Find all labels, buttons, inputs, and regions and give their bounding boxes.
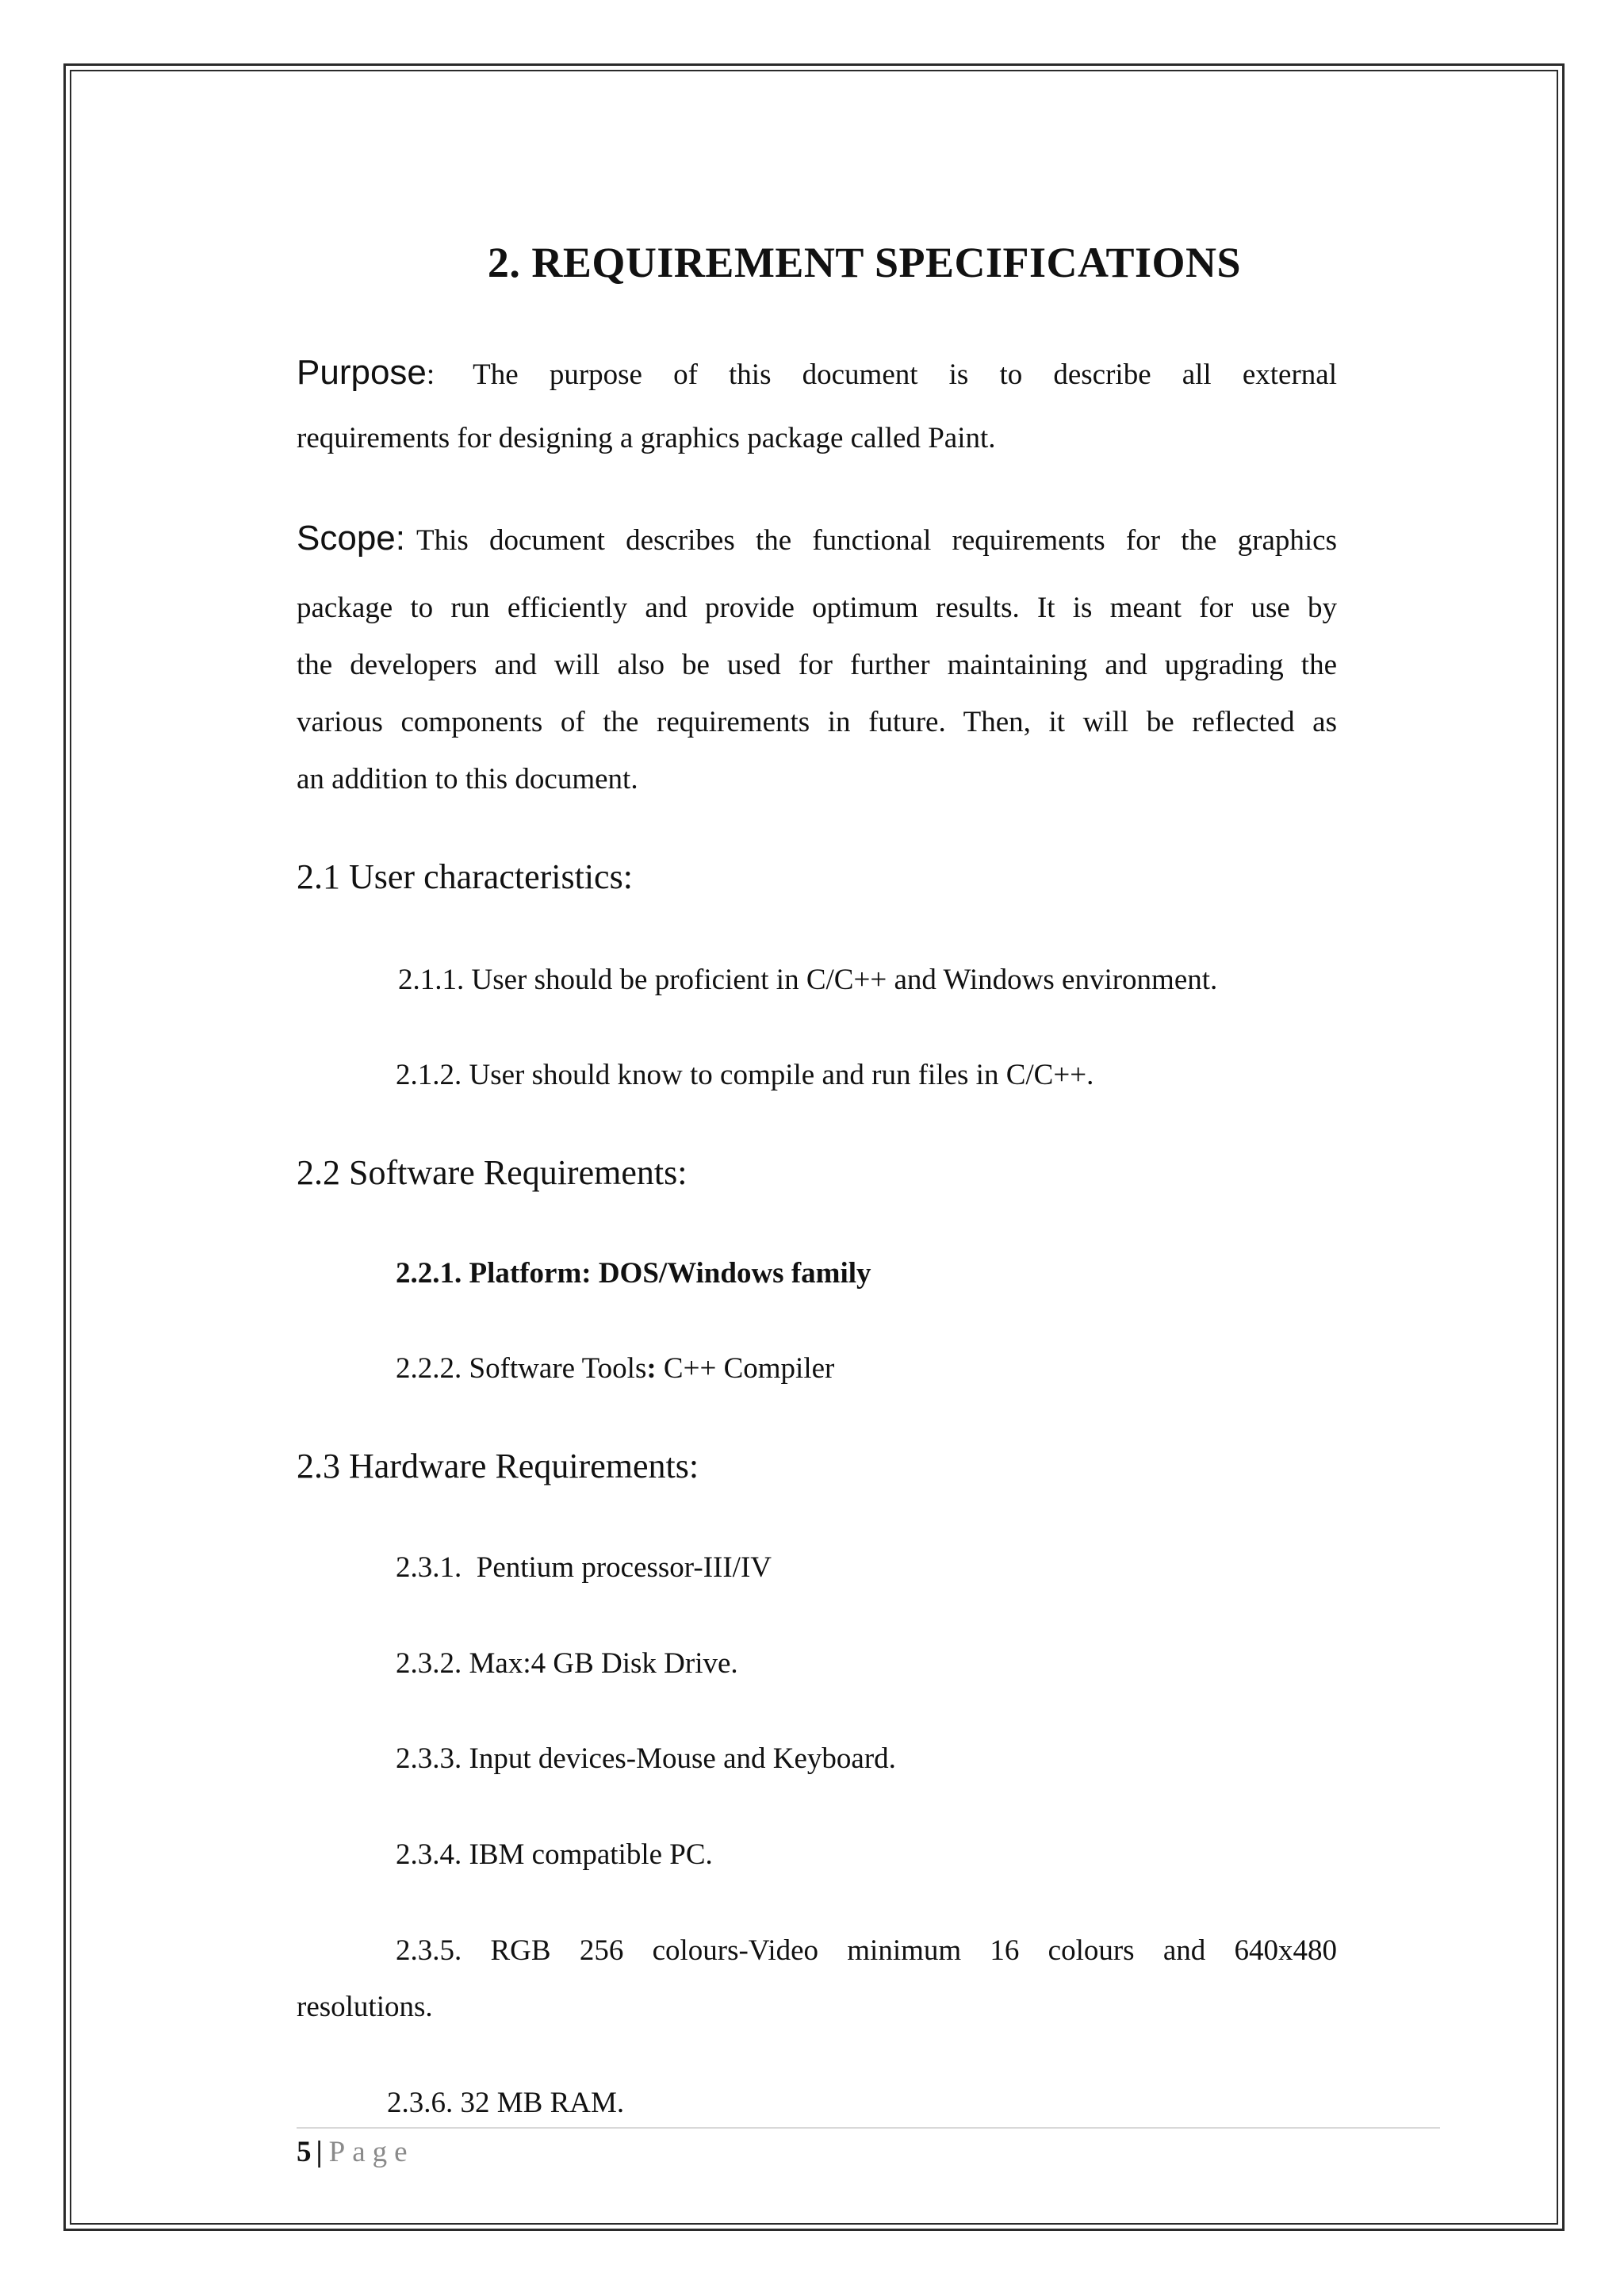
user-characteristics-heading: 2.1 User characteristics: [297, 857, 633, 896]
list-item: 2.3.5. RGB 256 colours-Video minimum 16 colours and 640x480 [396, 1934, 1337, 1967]
software-tools-colon: : [646, 1352, 657, 1385]
purpose-line-1 [297, 355, 1337, 390]
scope-text-1: This document describes the functional requirements for the graphics [416, 524, 1337, 557]
page-border-inner [70, 70, 1558, 2225]
scope-text-3: the developers and will also be used for further maintaining and upgrading the [297, 649, 1337, 681]
footer-divider [297, 2127, 1440, 2129]
scope-label: Scope [297, 519, 396, 558]
software-requirements-heading: 2.2 Software Requirements: [297, 1153, 688, 1192]
scope-text-5: an addition to this document. [297, 763, 638, 795]
footer-separator: | [316, 2136, 323, 2168]
scope-text-2: package to run efficiently and provide optimum results. It is meant for use by [297, 592, 1337, 624]
page-footer [297, 2135, 415, 2169]
software-tools-item [396, 1351, 834, 1386]
platform-item: 2.2.1. Platform: DOS/Windows family [396, 1257, 871, 1290]
page-label: Page [328, 2136, 415, 2168]
page-number: 5 [297, 2136, 312, 2168]
list-item: 2.3.1. Pentium processor-III/IV [396, 1551, 772, 1584]
scope-colon: : [395, 519, 405, 558]
hardware-requirements-heading: 2.3 Hardware Requirements: [297, 1447, 699, 1485]
software-tools-value: C++ Compiler [656, 1352, 835, 1385]
list-item-continuation: resolutions. [297, 1991, 433, 2023]
list-item: 2.3.2. Max:4 GB Disk Drive. [396, 1647, 738, 1680]
list-item: 2.1.2. User should know to compile and run files in C/C++. [396, 1059, 1094, 1091]
scope-text-4: various components of the requirements in future. Then, it will be reflected as [297, 706, 1337, 738]
purpose-text-2: requirements for designing a graphics package called Paint. [297, 422, 996, 454]
section-title: 2. REQUIREMENT SPECIFICATIONS [487, 239, 1242, 286]
list-item: 2.1.1. User should be proficient in C/C++ and Windows environment. [398, 964, 1218, 996]
list-item: 2.3.6. 32 MB RAM. [387, 2087, 625, 2119]
list-item: 2.3.3. Input devices-Mouse and Keyboard. [396, 1742, 896, 1775]
purpose-label: Purpose [297, 353, 427, 392]
software-tools-label: 2.2.2. Software Tools [396, 1352, 647, 1385]
list-item: 2.3.4. IBM compatible PC. [396, 1838, 713, 1871]
scope-line-1 [297, 521, 1337, 556]
purpose-colon: : [426, 358, 435, 391]
purpose-text-1: The purpose of this document is to describe all external [473, 358, 1337, 391]
